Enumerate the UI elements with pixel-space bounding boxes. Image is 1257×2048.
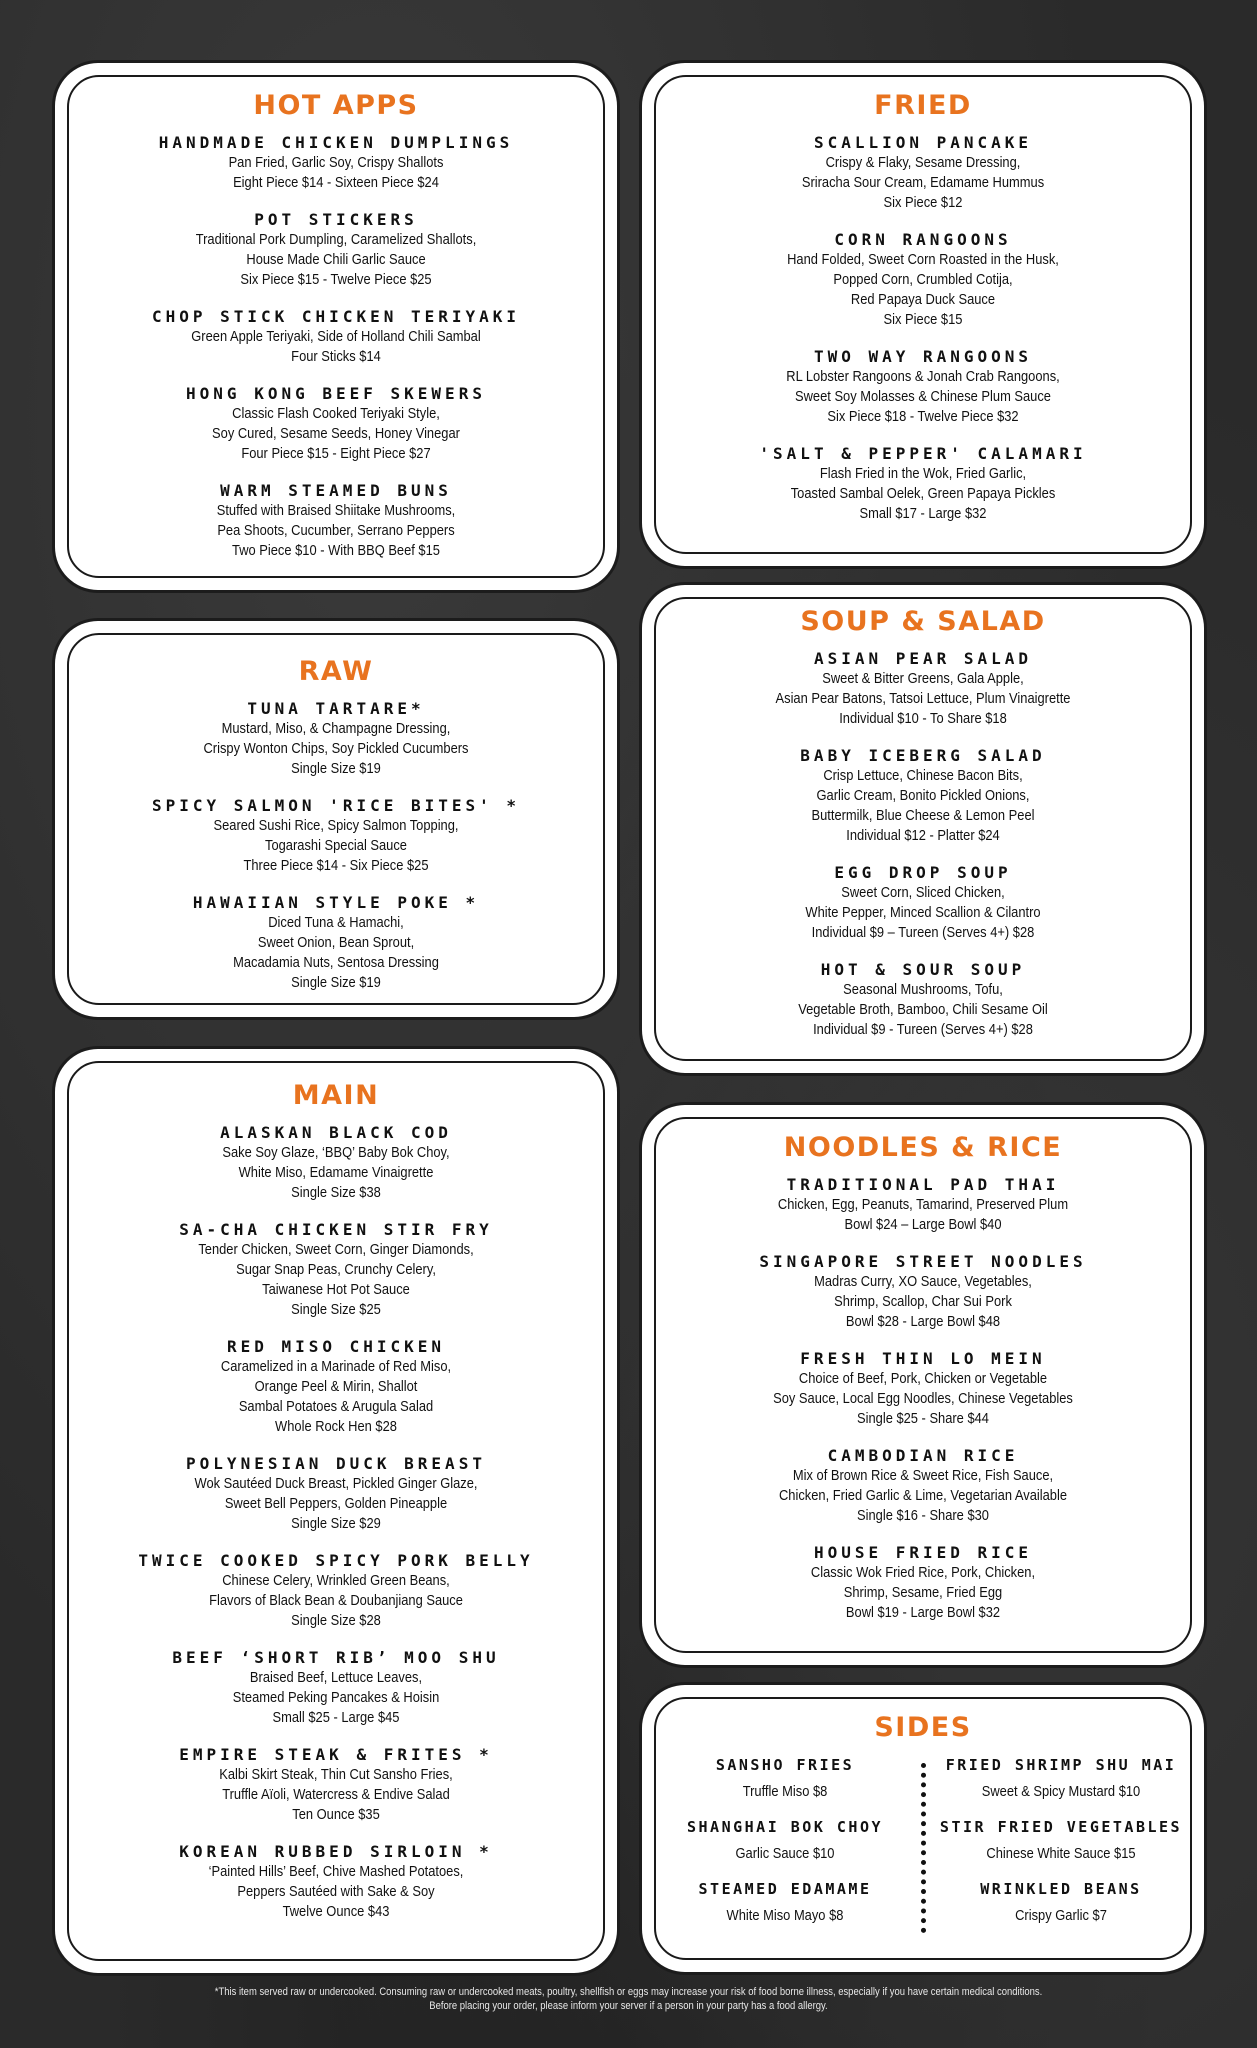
section-title: FRIED [874, 90, 972, 121]
menu-item-name: KOREAN RUBBED SIRLOIN * [179, 1842, 493, 1861]
menu-item-description: Seared Sushi Rice, Spicy Salmon Topping, [213, 817, 459, 834]
menu-item-name: CORN RANGOONS [834, 230, 1012, 249]
menu-item [60, 1648, 612, 1728]
menu-item-description: Caramelized in a Marinade of Red Miso, [220, 1358, 452, 1375]
menu-item-description: Twelve Ounce $43 [282, 1903, 390, 1920]
menu-item-name: CHOP STICK CHICKEN TERIYAKI [151, 307, 521, 326]
allergy-disclaimer [88, 1985, 1169, 2013]
menu-item-description: Classic Flash Cooked Teriyaki Style, [232, 405, 440, 422]
menu-item-description: Seasonal Mushrooms, Tofu, [843, 981, 1003, 998]
side-item-name: FRIED SHRIMP SHU MAI [945, 1756, 1177, 1774]
menu-item-description: Tender Chicken, Sweet Corn, Ginger Diamonds, [198, 1241, 474, 1258]
menu-item-description: White Pepper, Minced Scallion & Cilantro [805, 904, 1041, 921]
menu-item [60, 210, 612, 290]
menu-item-description: Crispy Wonton Chips, Soy Pickled Cucumbers [203, 740, 469, 757]
menu-item-description: Four Sticks $14 [291, 348, 381, 365]
noodles-rice-list [647, 1175, 1199, 1623]
menu-item [60, 1220, 612, 1320]
sides-grid [647, 1755, 1199, 1941]
menu-item-description: Madras Curry, XO Sauce, Vegetables, [814, 1273, 1032, 1290]
menu-item [647, 133, 1199, 213]
main-card [60, 1054, 612, 1968]
menu-item-description: Asian Pear Batons, Tatsoi Lettuce, Plum Vinaigrette [775, 690, 1071, 707]
menu-item-description: Vegetable Broth, Bamboo, Chili Sesame Oil [798, 1001, 1048, 1018]
menu-item-name: EGG DROP SOUP [834, 863, 1012, 882]
menu-item-description: Individual $12 - Platter $24 [846, 827, 1000, 844]
menu-item-description: Single Size $25 [291, 1301, 381, 1318]
menu-item-description: Six Piece $15 [883, 311, 963, 328]
menu-item-description: Mix of Brown Rice & Sweet Rice, Fish Sauce, [792, 1467, 1054, 1484]
menu-item-description: Crisp Lettuce, Chinese Bacon Bits, [823, 767, 1023, 784]
menu-item-description: Hand Folded, Sweet Corn Roasted in the Husk, [787, 251, 1059, 268]
side-item-name: WRINKLED BEANS [980, 1880, 1142, 1898]
menu-item-name: TRADITIONAL PAD THAI [786, 1175, 1060, 1194]
menu-item-description: Peppers Sautéed with Sake & Soy [237, 1883, 435, 1900]
sides-left-column [647, 1755, 923, 1941]
side-item-description: White Miso Mayo $8 [726, 1907, 844, 1924]
menu-item [647, 1175, 1199, 1235]
side-item-name: STEAMED EDAMAME [698, 1880, 872, 1898]
side-item-description: Sweet & Spicy Mustard $10 [981, 1783, 1141, 1800]
menu-item-description: Kalbi Skirt Steak, Thin Cut Sansho Fries, [219, 1766, 453, 1783]
section-title: SOUP & SALAD [800, 606, 1046, 637]
menu-item-description: Red Papaya Duck Sauce [850, 291, 996, 308]
menu-item-description: Crispy & Flaky, Sesame Dressing, [825, 154, 1021, 171]
menu-item-name: SA-CHA CHICKEN STIR FRY [179, 1220, 493, 1239]
menu-item-description: White Miso, Edamame Vinaigrette [238, 1164, 434, 1181]
soup-salad-card [647, 590, 1199, 1068]
menu-item-description: Three Piece $14 - Six Piece $25 [243, 857, 429, 874]
menu-item-description: Chicken, Fried Garlic & Lime, Vegetarian Available [778, 1487, 1068, 1504]
fried-list [647, 133, 1199, 524]
menu-item-description: Sweet Corn, Sliced Chicken, [841, 884, 1005, 901]
menu-item-description: Two Piece $10 - With BBQ Beef $15 [232, 542, 440, 559]
menu-item-name: FRESH THIN LO MEIN [800, 1349, 1046, 1368]
menu-item-description: Classic Wok Fried Rice, Pork, Chicken, [810, 1564, 1036, 1581]
menu-item [60, 307, 612, 367]
menu-item-description: Soy Cured, Sesame Seeds, Honey Vinegar [212, 425, 460, 442]
menu-item [647, 649, 1199, 729]
menu-item-description: Mustard, Miso, & Champagne Dressing, [221, 720, 451, 737]
fried-card [647, 68, 1199, 561]
menu-item-description: Six Piece $18 - Twelve Piece $32 [827, 408, 1019, 425]
menu-item [60, 481, 612, 561]
menu-item [60, 1745, 612, 1825]
menu-item [647, 746, 1199, 846]
menu-item-description: Chinese Celery, Wrinkled Green Beans, [222, 1572, 450, 1589]
menu-item [60, 796, 612, 876]
raw-list [60, 699, 612, 993]
menu-item-description: Sriracha Sour Cream, Edamame Hummus [801, 174, 1045, 191]
menu-item-description: Single $16 - Share $30 [857, 1507, 989, 1524]
menu-item-description: Buttermilk, Blue Cheese & Lemon Peel [811, 807, 1035, 824]
menu-item [647, 1252, 1199, 1332]
raw-card [60, 626, 612, 1012]
menu-item-name: HOT & SOUR SOUP [820, 960, 1026, 979]
menu-item-description: House Made Chili Garlic Sauce [246, 251, 426, 268]
side-item-description: Chinese White Sauce $15 [986, 1845, 1136, 1862]
disclaimer-line-1: *This item served raw or undercooked. Consuming raw or undercooked meats, poultry, shellfish or eggs may increase your risk of food borne illness, especially if you have certain medical conditions. [214, 1986, 1043, 1998]
menu-item-name: HOUSE FRIED RICE [813, 1543, 1033, 1562]
dotted-divider [921, 1763, 926, 1933]
menu-item-description: Bowl $28 - Large Bowl $48 [845, 1313, 1001, 1330]
menu-item-description: Diced Tuna & Hamachi, [268, 914, 404, 931]
menu-item-description: Toasted Sambal Oelek, Green Papaya Pickles [790, 485, 1056, 502]
side-item-description: Truffle Miso $8 [742, 1783, 828, 1800]
main-list [60, 1123, 612, 1922]
section-title: RAW [298, 656, 374, 687]
menu-item-name: SINGAPORE STREET NOODLES [759, 1252, 1087, 1271]
side-item-description: Garlic Sauce $10 [735, 1845, 835, 1862]
side-item [647, 1817, 923, 1865]
menu-item [647, 863, 1199, 943]
menu-item-description: Sweet & Bitter Greens, Gala Apple, [822, 670, 1024, 687]
menu-item-description: Steamed Peking Pancakes & Hoisin [232, 1689, 440, 1706]
side-item [647, 1879, 923, 1927]
menu-item-name: EMPIRE STEAK & FRITES * [179, 1745, 493, 1764]
menu-item-description: Choice of Beef, Pork, Chicken or Vegetable [798, 1370, 1048, 1387]
menu-item [60, 893, 612, 993]
menu-item-description: Single Size $28 [291, 1612, 381, 1629]
menu-item-description: Small $25 - Large $45 [272, 1709, 400, 1726]
menu-item-name: ASIAN PEAR SALAD [813, 649, 1033, 668]
menu-item [60, 133, 612, 193]
menu-item-description: Taiwanese Hot Pot Sauce [262, 1281, 410, 1298]
menu-item-description: Macadamia Nuts, Sentosa Dressing [233, 954, 439, 971]
menu-item-description: Stuffed with Braised Shiitake Mushrooms, [216, 502, 456, 519]
menu-item-description: Soy Sauce, Local Egg Noodles, Chinese Vegetables [773, 1390, 1073, 1407]
menu-item-description: Flavors of Black Bean & Doubanjiang Sauce [209, 1592, 463, 1609]
menu-item-description: Eight Piece $14 - Sixteen Piece $24 [233, 174, 439, 191]
menu-item-description: Shrimp, Sesame, Fried Egg [843, 1584, 1003, 1601]
section-title: MAIN [292, 1080, 380, 1111]
menu-item [647, 960, 1199, 1040]
menu-item-description: Green Apple Teriyaki, Side of Holland Chili Sambal [191, 328, 481, 345]
menu-item [647, 1543, 1199, 1623]
menu-item-name: SCALLION PANCAKE [813, 133, 1033, 152]
noodles-rice-card [647, 1110, 1199, 1660]
menu-item-description: Single Size $19 [291, 974, 381, 991]
menu-item-description: Sugar Snap Peas, Crunchy Celery, [236, 1261, 436, 1278]
menu-item-description: Wok Sautéed Duck Breast, Pickled Ginger Glaze, [194, 1475, 478, 1492]
menu-item-description: Individual $9 – Tureen (Serves 4+) $28 [811, 924, 1035, 941]
menu-item [60, 1551, 612, 1631]
disclaimer-line-2: Before placing your order, please inform your server if a person in your party has a food allergy. [429, 2000, 828, 2012]
menu-item-description: Individual $9 - Tureen (Serves 4+) $28 [813, 1021, 1033, 1038]
menu-item [60, 1842, 612, 1922]
menu-item-description: Whole Rock Hen $28 [275, 1418, 397, 1435]
side-item-name: SANSHO FRIES [715, 1756, 855, 1774]
side-item-name: STIR FRIED VEGETABLES [939, 1818, 1183, 1836]
menu-item [647, 1446, 1199, 1526]
side-item [923, 1755, 1199, 1803]
menu-item-description: Popped Corn, Crumbled Cotija, [833, 271, 1013, 288]
menu-item-description: Four Piece $15 - Eight Piece $27 [241, 445, 431, 462]
menu-item-name: TWO WAY RANGOONS [813, 347, 1033, 366]
menu-item-name: BABY ICEBERG SALAD [800, 746, 1046, 765]
menu-item-description: Single $25 - Share $44 [857, 1410, 989, 1427]
menu-item [647, 347, 1199, 427]
menu-item-description: Sweet Bell Peppers, Golden Pineapple [224, 1495, 448, 1512]
menu-item-description: Bowl $19 - Large Bowl $32 [845, 1604, 1001, 1621]
section-title: HOT APPS [253, 90, 419, 121]
menu-item-description: Shrimp, Scallop, Char Sui Pork [834, 1293, 1012, 1310]
menu-item-name: HANDMADE CHICKEN DUMPLINGS [158, 133, 514, 152]
menu-item-name: TUNA TARTARE* [247, 699, 425, 718]
side-item [923, 1817, 1199, 1865]
menu-item-description: Sweet Soy Molasses & Chinese Plum Sauce [795, 388, 1051, 405]
menu-item-description: Single Size $29 [291, 1515, 381, 1532]
menu-item-name: HONG KONG BEEF SKEWERS [186, 384, 486, 403]
menu-item-name: ALASKAN BLACK COD [220, 1123, 452, 1142]
menu-item-description: Six Piece $15 - Twelve Piece $25 [240, 271, 432, 288]
menu-item-name: RED MISO CHICKEN [226, 1337, 446, 1356]
section-title: NOODLES & RICE [783, 1132, 1063, 1163]
menu-item [60, 384, 612, 464]
menu-item-description: Single Size $38 [291, 1184, 381, 1201]
menu-item-description: Ten Ounce $35 [292, 1806, 380, 1823]
menu-item-description: Flash Fried in the Wok, Fried Garlic, [819, 465, 1027, 482]
menu-item [60, 1454, 612, 1534]
menu-item-description: Garlic Cream, Bonito Pickled Onions, [816, 787, 1030, 804]
menu-item-description: Chicken, Egg, Peanuts, Tamarind, Preserved Plum [777, 1196, 1069, 1213]
menu-item-description: Individual $10 - To Share $18 [839, 710, 1007, 727]
side-item-description: Crispy Garlic $7 [1015, 1907, 1107, 1924]
side-item-name: SHANGHAI BOK CHOY [686, 1818, 884, 1836]
soup-salad-list [647, 649, 1199, 1040]
menu-item-name: 'SALT & PEPPER' CALAMARI [759, 444, 1087, 463]
menu-item-name: WARM STEAMED BUNS [220, 481, 452, 500]
side-item [647, 1755, 923, 1803]
menu-item-description: Orange Peel & Mirin, Shallot [254, 1378, 418, 1395]
hot-apps-list [60, 133, 612, 561]
menu-item-description: RL Lobster Rangoons & Jonah Crab Rangoons, [786, 368, 1060, 385]
menu-item-description: Single Size $19 [291, 760, 381, 777]
menu-item-description: Sweet Onion, Bean Sprout, [257, 934, 415, 951]
menu-item-name: CAMBODIAN RICE [827, 1446, 1019, 1465]
hot-apps-card [60, 68, 612, 585]
menu-item-name: POT STICKERS [254, 210, 418, 229]
menu-item-description: Braised Beef, Lettuce Leaves, [249, 1669, 423, 1686]
menu-item-name: TWICE COOKED SPICY PORK BELLY [138, 1551, 534, 1570]
menu-item-description: ‘Painted Hills’ Beef, Chive Mashed Potatoes, [208, 1863, 464, 1880]
sides-right-column [923, 1755, 1199, 1941]
menu-item [647, 230, 1199, 330]
menu-item [60, 699, 612, 779]
menu-item [60, 1337, 612, 1437]
menu-item [647, 444, 1199, 524]
menu-item-description: Pan Fried, Garlic Soy, Crispy Shallots [228, 154, 444, 171]
menu-item-description: Truffle Aïoli, Watercress & Endive Salad [222, 1786, 450, 1803]
section-title: SIDES [874, 1712, 972, 1743]
side-item [923, 1879, 1199, 1927]
menu-item [60, 1123, 612, 1203]
sides-card [647, 1690, 1199, 1967]
menu-item-name: BEEF ‘SHORT RIB’ MOO SHU [172, 1648, 500, 1667]
menu-item-name: HAWAIIAN STYLE POKE * [192, 893, 480, 912]
menu-item-description: Sambal Potatoes & Arugula Salad [238, 1398, 434, 1415]
menu-item-description: Six Piece $12 [883, 194, 963, 211]
menu-item [647, 1349, 1199, 1429]
menu-item-description: Traditional Pork Dumpling, Caramelized Shallots, [195, 231, 477, 248]
menu-item-description: Sake Soy Glaze, ‘BBQ’ Baby Bok Choy, [222, 1144, 450, 1161]
menu-item-name: SPICY SALMON 'RICE BITES' * [151, 796, 521, 815]
menu-item-description: Togarashi Special Sauce [264, 837, 407, 854]
menu-item-description: Bowl $24 – Large Bowl $40 [844, 1216, 1002, 1233]
menu-item-description: Small $17 - Large $32 [859, 505, 987, 522]
menu-item-description: Pea Shoots, Cucumber, Serrano Peppers [217, 522, 455, 539]
menu-item-name: POLYNESIAN DUCK BREAST [186, 1454, 486, 1473]
